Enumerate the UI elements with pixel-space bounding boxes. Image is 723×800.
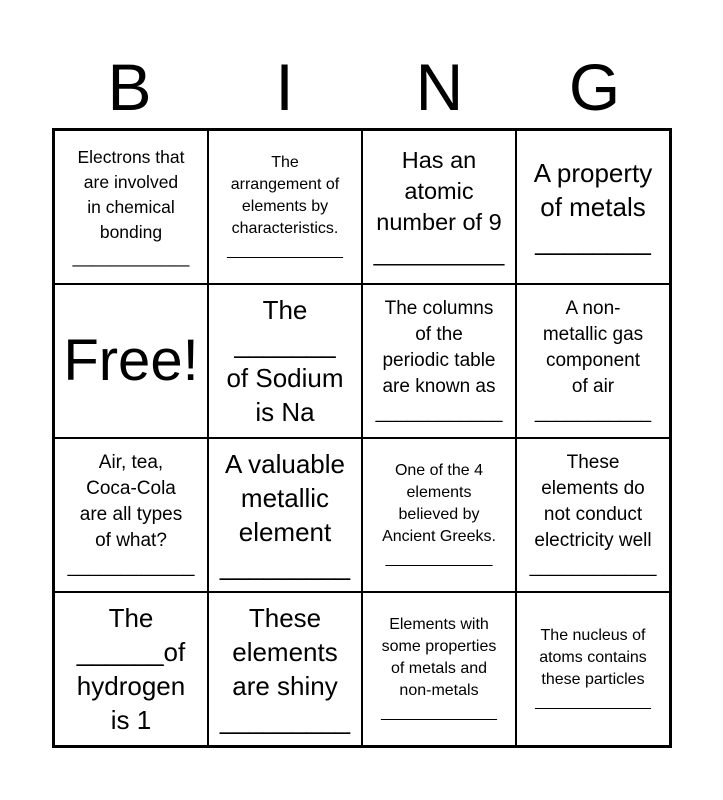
bingo-cell[interactable] [516, 438, 670, 592]
cell-text: Has an atomic number of 9 __________ [373, 147, 505, 266]
header-letter-i: I [275, 50, 294, 124]
cell-text: The arrangement of elements by characteristics. _____________ [227, 154, 343, 259]
cell-text: Electrons that are involved in chemical bonding ____________ [72, 146, 190, 267]
bingo-cell[interactable] [54, 130, 208, 284]
cell-text: The nucleus of atoms contains these particles _____________ [535, 627, 651, 710]
bingo-cell[interactable] [208, 284, 362, 438]
header-letter-g: G [568, 50, 621, 124]
bingo-cell[interactable] [208, 592, 362, 746]
bingo-cell[interactable] [54, 592, 208, 746]
cell-text: The columns of the periodic table are known as ____________ [375, 298, 503, 423]
header-letter-n: N [415, 50, 464, 124]
cell-text: These elements do not conduct electricity well ____________ [529, 452, 657, 577]
cell-text: One of the 4 elements believed by Ancient Greeks. ____________ [382, 462, 496, 567]
bingo-cell[interactable] [208, 438, 362, 592]
cell-text: A valuable metallic element _________ [219, 449, 351, 581]
bingo-cell[interactable] [362, 130, 516, 284]
cell-text: Elements with some properties of metals and non-metals _____________ [381, 616, 497, 721]
bingo-cell[interactable] [362, 284, 516, 438]
cell-text: Air, tea, Coca-Cola are all types of what? ____________ [67, 452, 195, 577]
bingo-cell[interactable] [54, 438, 208, 592]
cell-text: The _______ of Sodium is Na [226, 295, 344, 427]
cell-text: A property of metals ________ [533, 158, 653, 256]
bingo-cell[interactable] [516, 130, 670, 284]
bingo-grid [52, 128, 672, 748]
cell-text: A non- metallic gas component of air ___________ [534, 298, 652, 423]
free-text: Free! [63, 328, 199, 393]
bingo-cell[interactable] [362, 438, 516, 592]
header-letter-b: B [107, 50, 152, 124]
cell-text: The ______of hydrogen is 1 [76, 603, 186, 735]
bingo-cell[interactable] [516, 284, 670, 438]
bingo-cell[interactable] [362, 592, 516, 746]
bingo-cell[interactable] [208, 130, 362, 284]
bingo-cell[interactable] [516, 592, 670, 746]
cell-text: These elements are shiny _________ [219, 603, 351, 735]
bingo-header [52, 50, 672, 125]
free-cell[interactable] [54, 284, 208, 438]
